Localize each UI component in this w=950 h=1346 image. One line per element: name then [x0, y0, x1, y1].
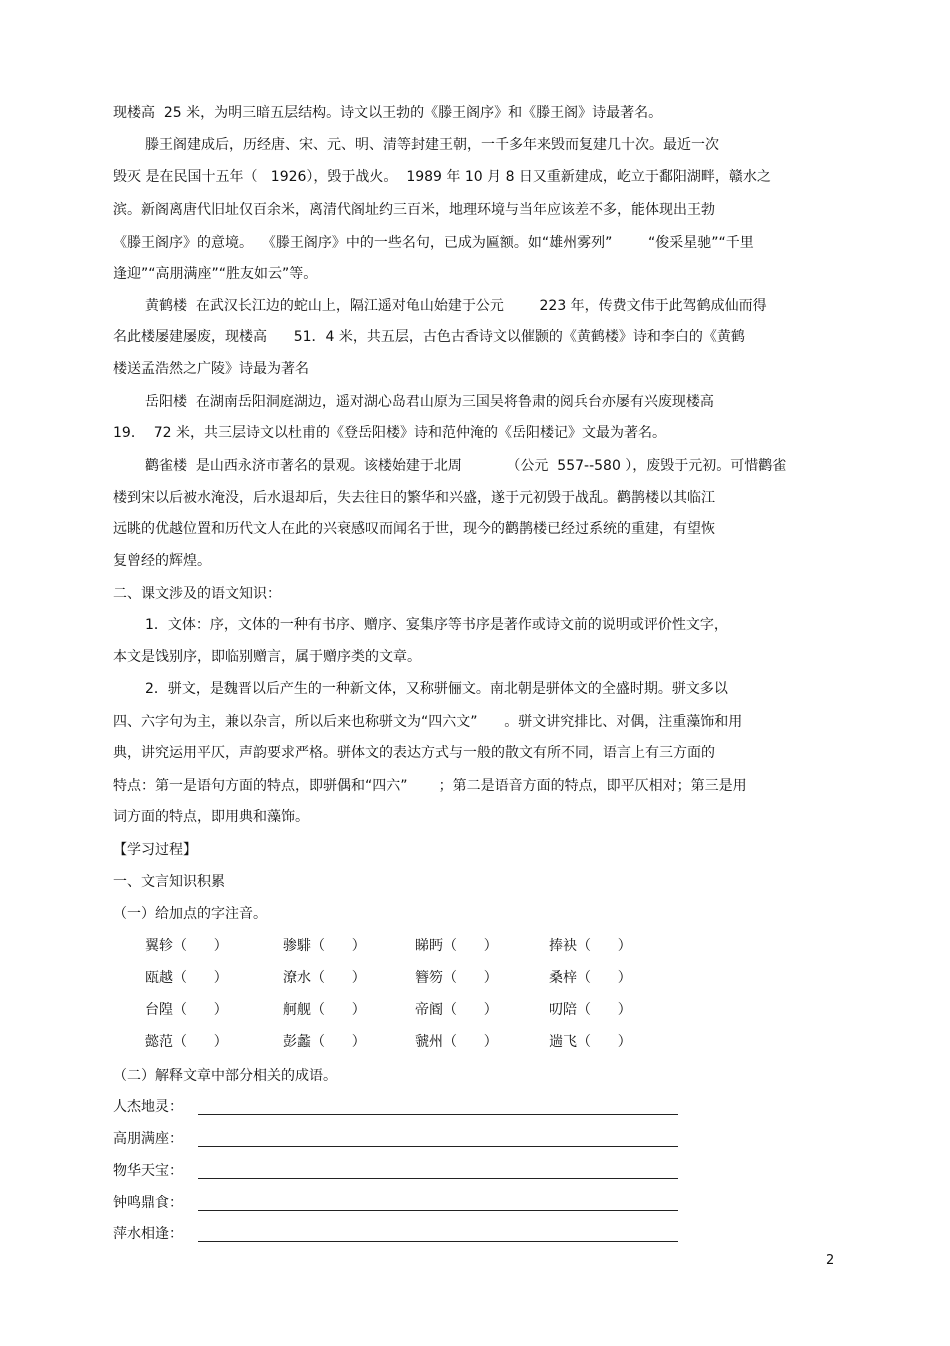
- phonetic-item: 懿范（ ）: [145, 1034, 228, 1050]
- phonetic-item: 虢州（ ）: [415, 1034, 498, 1050]
- text-line: 复曾经的辉煌。: [113, 553, 211, 569]
- idiom-item: [113, 1223, 678, 1245]
- idiom-section-heading: （二）解释文章中部分相关的成语。: [113, 1068, 337, 1084]
- text-line: 鹳雀楼 是山西永济市著名的景观。该楼始建于北周 （公元 557--580 ），废毁于元初。可惜鹳雀: [145, 458, 787, 474]
- text-line: 特点：第一是语句方面的特点，即骈偶和“四六” ；第二是语音方面的特点，即平仄相对；第三是用: [113, 778, 747, 794]
- idiom-item: [113, 1192, 678, 1214]
- phonetic-item: 彭蠡（ ）: [283, 1034, 366, 1050]
- idiom-label: 人杰地灵：: [113, 1099, 183, 1115]
- text-line: 毁灭 是在民国十五年（ 1926），毁于战火。 1989 年 10 月 8 日又重新建成，屹立于鄱阳湖畔，赣水之: [113, 169, 771, 185]
- text-line: 名此楼屡建屡废，现楼高 51．4 米，共五层，古色古香诗文以催颢的《黄鹤楼》诗和李白的《黄鹤: [113, 329, 745, 345]
- phonetic-item: 舸舰（ ）: [283, 1002, 366, 1018]
- phonetic-row: [145, 967, 665, 989]
- phonetic-item: 骖騑（ ）: [283, 938, 366, 954]
- text-line: 岳阳楼 在湖南岳阳洞庭湖边，遥对湖心岛君山原为三国吴将鲁肃的阅兵台亦屡有兴废现楼高: [145, 394, 714, 410]
- phonetic-row: [145, 935, 665, 957]
- idiom-item: [113, 1160, 678, 1182]
- text-line: （一）给加点的字注音。: [113, 906, 267, 922]
- text-line: 1．文体：序，文体的一种有书序、赠序、宴集序等书序是著作或诗文前的说明或评价性文字，: [145, 617, 728, 633]
- idiom-item: [113, 1096, 678, 1118]
- text-line: 远眺的优越位置和历代文人在此的兴衰感叹而闻名于世，现今的鹳鹊楼已经过系统的重建，有望恢: [113, 521, 715, 537]
- phonetic-item: 桑梓（ ）: [549, 970, 632, 986]
- text-line: 19． 72 米，共三层诗文以杜甫的《登岳阳楼》诗和范仲淹的《岳阳楼记》文最为著名。: [113, 425, 666, 441]
- text-line: 本文是饯别序，即临别赠言，属于赠序类的文章。: [113, 649, 421, 665]
- text-line: 楼到宋以后被水淹没，后水退却后，失去往日的繁华和兴盛，遂于元初毁于战乱。鹳鹊楼以其临江: [113, 490, 715, 506]
- answer-blank-line[interactable]: [198, 1146, 678, 1147]
- phonetic-row: [145, 1031, 665, 1053]
- text-line: 2．骈文，是魏晋以后产生的一种新文体，又称骈俪文。南北朝是骈体文的全盛时期。骈文多以: [145, 681, 728, 697]
- phonetic-item: 簪笏（ ）: [415, 970, 498, 986]
- phonetic-item: 台隍（ ）: [145, 1002, 228, 1018]
- text-line: 逢迎”“高朋满座”“胜友如云”等。: [113, 266, 318, 282]
- text-line: 楼送孟浩然之广陵》诗最为著名: [113, 361, 309, 377]
- answer-blank-line[interactable]: [198, 1114, 678, 1115]
- text-line: 典，讲究运用平仄，声韵要求严格。骈体文的表达方式与一般的散文有所不同，语言上有三方面的: [113, 745, 715, 761]
- phonetic-item: 翼轸（ ）: [145, 938, 228, 954]
- phonetic-item: 帝阍（ ）: [415, 1002, 498, 1018]
- idiom-label: 物华天宝：: [113, 1163, 183, 1179]
- text-line: 滕王阁建成后，历经唐、宋、元、明、清等封建王朝，一千多年来毁而复建几十次。最近一次: [145, 137, 719, 153]
- text-line: 四、六字句为主，兼以杂言，所以后来也称骈文为“四六文” 。骈文讲究排比、对偶，注重藻饰和用: [113, 714, 743, 730]
- idiom-label: 萍水相逢：: [113, 1226, 183, 1242]
- phonetic-item: 潦水（ ）: [283, 970, 366, 986]
- idiom-label: 钟鸣鼎食：: [113, 1195, 183, 1211]
- phonetic-item: 叨陪（ ）: [549, 1002, 632, 1018]
- text-line: 滨。新阁离唐代旧址仅百余米，离清代阁址约三百米，地理环境与当年应该差不多，能体现出王勃: [113, 202, 715, 218]
- text-line: 一、文言知识积累: [113, 874, 225, 890]
- answer-blank-line[interactable]: [198, 1210, 678, 1211]
- text-line: 《滕王阁序》的意境。 《滕王阁序》中的一些名句，已成为匾额。如“雄州雾列” “俊采星驰”“千里: [113, 235, 754, 251]
- answer-blank-line[interactable]: [198, 1178, 678, 1179]
- text-line: 现楼高 25 米，为明三暗五层结构。诗文以王勃的《滕王阁序》和《滕王阁》诗最著名。: [113, 105, 663, 121]
- text-line: 【学习过程】: [113, 842, 197, 858]
- text-line: 词方面的特点，即用典和藻饰。: [113, 809, 309, 825]
- text-line: 二、课文涉及的语文知识：: [113, 586, 281, 602]
- phonetic-item: 捧袂（ ）: [549, 938, 632, 954]
- idiom-item: [113, 1128, 678, 1150]
- phonetic-item: 瓯越（ ）: [145, 970, 228, 986]
- answer-blank-line[interactable]: [198, 1241, 678, 1242]
- phonetic-item: 睇眄（ ）: [415, 938, 498, 954]
- text-line: 黄鹤楼 在武汉长江边的蛇山上，隔江遥对龟山始建于公元 223 年，传费文伟于此驾鹤成仙而得: [145, 298, 767, 314]
- phonetic-item: 遄飞（ ）: [549, 1034, 632, 1050]
- idiom-label: 高朋满座：: [113, 1131, 183, 1147]
- phonetic-row: [145, 999, 665, 1021]
- page-number: 2: [826, 1253, 835, 1268]
